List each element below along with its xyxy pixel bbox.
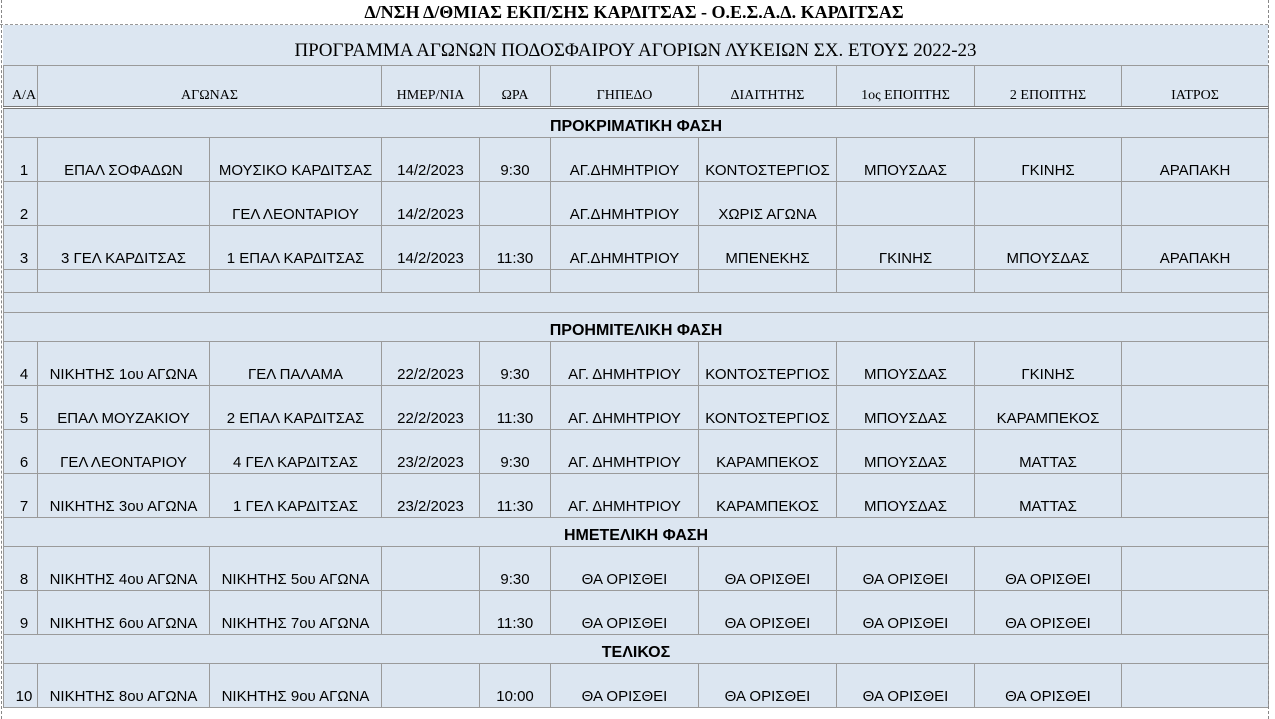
- cell-field[interactable]: ΑΓ. ΔΗΜΗΤΡΙΟΥ: [551, 430, 699, 474]
- cell-time[interactable]: 11:30: [480, 591, 551, 635]
- cell-team2[interactable]: ΜΟΥΣΙΚΟ ΚΑΡΔΙΤΣΑΣ: [210, 138, 382, 182]
- cell-time[interactable]: 9:30: [480, 430, 551, 474]
- cell-referee[interactable]: ΚΑΡΑΜΠΕΚΟΣ: [699, 474, 837, 518]
- cell-time[interactable]: 11:30: [480, 226, 551, 270]
- cell-aa[interactable]: 8: [4, 547, 38, 591]
- cell-field[interactable]: ΑΓ.ΔΗΜΗΤΡΙΟΥ: [551, 138, 699, 182]
- cell-sup1[interactable]: ΘΑ ΟΡΙΣΘΕΙ: [837, 547, 975, 591]
- cell-team1[interactable]: ΓΕΛ ΛΕΟΝΤΑΡΙΟΥ: [38, 430, 210, 474]
- empty-cell[interactable]: [699, 270, 837, 293]
- schedule-table: [3, 65, 1269, 708]
- cell-date[interactable]: 22/2/2023: [382, 386, 480, 430]
- table-row: [4, 182, 1269, 226]
- table-row: [4, 591, 1269, 635]
- page-break-line-right: [1268, 0, 1269, 719]
- cell-aa[interactable]: 1: [4, 138, 38, 182]
- cell-team1[interactable]: ΝΙΚΗΤΗΣ 1ου ΑΓΩΝΑ: [38, 342, 210, 386]
- cell-referee[interactable]: ΘΑ ΟΡΙΣΘΕΙ: [699, 547, 837, 591]
- cell-doctor[interactable]: [1122, 591, 1269, 635]
- cell-doctor[interactable]: ΑΡΑΠΑΚΗ: [1122, 138, 1269, 182]
- cell-doctor[interactable]: [1122, 386, 1269, 430]
- cell-sup1[interactable]: ΜΠΟΥΣΔΑΣ: [837, 386, 975, 430]
- cell-aa[interactable]: 9: [4, 591, 38, 635]
- cell-sup2[interactable]: ΓΚΙΝΗΣ: [975, 342, 1122, 386]
- cell-field[interactable]: ΘΑ ΟΡΙΣΘΕΙ: [551, 664, 699, 708]
- table-row: [4, 547, 1269, 591]
- cell-team1[interactable]: ΕΠΑΛ ΣΟΦΑΔΩΝ: [38, 138, 210, 182]
- cell-sup1[interactable]: ΜΠΟΥΣΔΑΣ: [837, 430, 975, 474]
- cell-doctor[interactable]: [1122, 547, 1269, 591]
- cell-sup1[interactable]: ΘΑ ΟΡΙΣΘΕΙ: [837, 591, 975, 635]
- cell-aa[interactable]: 6: [4, 430, 38, 474]
- cell-team2[interactable]: 2 ΕΠΑΛ ΚΑΡΔΙΤΣΑΣ: [210, 386, 382, 430]
- cell-time[interactable]: [480, 182, 551, 226]
- cell-aa[interactable]: 3: [4, 226, 38, 270]
- empty-cell[interactable]: [4, 270, 38, 293]
- column-header-row: [4, 66, 1269, 108]
- empty-cell[interactable]: [382, 270, 480, 293]
- cell-team2[interactable]: ΝΙΚΗΤΗΣ 9ου ΑΓΩΝΑ: [210, 664, 382, 708]
- cell-sup2[interactable]: ΘΑ ΟΡΙΣΘΕΙ: [975, 664, 1122, 708]
- cell-date[interactable]: [382, 664, 480, 708]
- header-time[interactable]: ΩΡΑ: [480, 66, 551, 108]
- cell-doctor[interactable]: [1122, 342, 1269, 386]
- cell-aa[interactable]: 2: [4, 182, 38, 226]
- cell-date[interactable]: 14/2/2023: [382, 182, 480, 226]
- header-sup2[interactable]: 2 ΕΠΟΠΤΗΣ: [975, 66, 1122, 108]
- cell-time[interactable]: 11:30: [480, 474, 551, 518]
- cell-sup2[interactable]: ΚΑΡΑΜΠΕΚΟΣ: [975, 386, 1122, 430]
- cell-sup2[interactable]: ΘΑ ΟΡΙΣΘΕΙ: [975, 547, 1122, 591]
- cell-team1[interactable]: ΝΙΚΗΤΗΣ 6ου ΑΓΩΝΑ: [38, 591, 210, 635]
- table-row: [4, 342, 1269, 386]
- empty-row: [4, 293, 1269, 313]
- cell-team2[interactable]: ΓΕΛ ΠΑΛΑΜΑ: [210, 342, 382, 386]
- empty-cell[interactable]: [1122, 270, 1269, 293]
- cell-team1[interactable]: ΝΙΚΗΤΗΣ 3ου ΑΓΩΝΑ: [38, 474, 210, 518]
- cell-field[interactable]: ΑΓ.ΔΗΜΗΤΡΙΟΥ: [551, 182, 699, 226]
- cell-time[interactable]: 9:30: [480, 342, 551, 386]
- cell-referee[interactable]: ΘΑ ΟΡΙΣΘΕΙ: [699, 591, 837, 635]
- cell-team2[interactable]: ΓΕΛ ΛΕΟΝΤΑΡΙΟΥ: [210, 182, 382, 226]
- cell-sup2[interactable]: ΜΠΟΥΣΔΑΣ: [975, 226, 1122, 270]
- phase-header-row: [4, 635, 1269, 664]
- header-field[interactable]: ΓΗΠΕΔΟ: [551, 66, 699, 108]
- empty-cell[interactable]: [210, 270, 382, 293]
- cell-time[interactable]: 9:30: [480, 138, 551, 182]
- cell-referee[interactable]: ΘΑ ΟΡΙΣΘΕΙ: [699, 664, 837, 708]
- cell-date[interactable]: 14/2/2023: [382, 138, 480, 182]
- cell-aa[interactable]: 7: [4, 474, 38, 518]
- table-row: [4, 386, 1269, 430]
- cell-team2[interactable]: 1 ΓΕΛ ΚΑΡΔΙΤΣΑΣ: [210, 474, 382, 518]
- table-row: [4, 664, 1269, 708]
- empty-cell[interactable]: [38, 270, 210, 293]
- table-row: [4, 474, 1269, 518]
- cell-team1[interactable]: ΝΙΚΗΤΗΣ 8ου ΑΓΩΝΑ: [38, 664, 210, 708]
- phase-title[interactable]: ΠΡΟΚΡΙΜΑΤΙΚΗ ΦΑΣΗ: [4, 108, 1269, 138]
- phase-title[interactable]: ΤΕΛΙΚΟΣ: [4, 635, 1269, 664]
- cell-field[interactable]: ΑΓ. ΔΗΜΗΤΡΙΟΥ: [551, 342, 699, 386]
- empty-cell[interactable]: [837, 270, 975, 293]
- cell-aa[interactable]: 10: [4, 664, 38, 708]
- header-match[interactable]: ΑΓΩΝΑΣ: [38, 66, 382, 108]
- cell-aa[interactable]: 5: [4, 386, 38, 430]
- cell-date[interactable]: 14/2/2023: [382, 226, 480, 270]
- cell-team2[interactable]: ΝΙΚΗΤΗΣ 7ου ΑΓΩΝΑ: [210, 591, 382, 635]
- cell-team1[interactable]: ΝΙΚΗΤΗΣ 4ου ΑΓΩΝΑ: [38, 547, 210, 591]
- cell-sup2[interactable]: ΜΑΤΤΑΣ: [975, 474, 1122, 518]
- sheet-title[interactable]: Δ/ΝΣΗ Δ/ΘΜΙΑΣ ΕΚΠ/ΣΗΣ ΚΑΡΔΙΤΣΑΣ - Ο.Ε.Σ.Α.Δ. ΚΑΡΔΙΤΣΑΣ: [0, 0, 1268, 25]
- cell-time[interactable]: 10:00: [480, 664, 551, 708]
- cell-field[interactable]: ΘΑ ΟΡΙΣΘΕΙ: [551, 547, 699, 591]
- phase-header-row: [4, 518, 1269, 547]
- cell-aa[interactable]: 4: [4, 342, 38, 386]
- cell-sup2[interactable]: ΓΚΙΝΗΣ: [975, 138, 1122, 182]
- cell-doctor[interactable]: ΑΡΑΠΑΚΗ: [1122, 226, 1269, 270]
- cell-team1[interactable]: ΕΠΑΛ ΜΟΥΖΑΚΙΟΥ: [38, 386, 210, 430]
- cell-date[interactable]: [382, 591, 480, 635]
- cell-team2[interactable]: ΝΙΚΗΤΗΣ 5ου ΑΓΩΝΑ: [210, 547, 382, 591]
- empty-cell[interactable]: [4, 293, 1269, 313]
- cell-field[interactable]: ΘΑ ΟΡΙΣΘΕΙ: [551, 591, 699, 635]
- cell-sup1[interactable]: ΓΚΙΝΗΣ: [837, 226, 975, 270]
- cell-referee[interactable]: ΚΟΝΤΟΣΤΕΡΓΙΟΣ: [699, 138, 837, 182]
- header-sup1[interactable]: 1ος ΕΠΟΠΤΗΣ: [837, 66, 975, 108]
- cell-field[interactable]: ΑΓ. ΔΗΜΗΤΡΙΟΥ: [551, 386, 699, 430]
- cell-sup2[interactable]: ΜΑΤΤΑΣ: [975, 430, 1122, 474]
- page-break-line-left: [1, 0, 2, 719]
- cell-time[interactable]: 9:30: [480, 547, 551, 591]
- cell-date[interactable]: 22/2/2023: [382, 342, 480, 386]
- phase-title[interactable]: ΠΡΟΗΜΙΤΕΛΙΚΗ ΦΑΣΗ: [4, 313, 1269, 342]
- cell-doctor[interactable]: [1122, 474, 1269, 518]
- cell-sup1[interactable]: [837, 182, 975, 226]
- cell-field[interactable]: ΑΓ.ΔΗΜΗΤΡΙΟΥ: [551, 226, 699, 270]
- empty-cell[interactable]: [480, 270, 551, 293]
- cell-sup1[interactable]: ΜΠΟΥΣΔΑΣ: [837, 474, 975, 518]
- cell-referee[interactable]: ΚΟΝΤΟΣΤΕΡΓΙΟΣ: [699, 386, 837, 430]
- cell-referee[interactable]: ΚΟΝΤΟΣΤΕΡΓΙΟΣ: [699, 342, 837, 386]
- cell-referee[interactable]: ΜΠΕΝΕΚΗΣ: [699, 226, 837, 270]
- sheet-subtitle[interactable]: ΠΡΟΓΡΑΜΜΑ ΑΓΩΝΩΝ ΠΟΔΟΣΦΑΙΡΟΥ ΑΓΟΡΙΩΝ ΛΥΚΕΙΩΝ ΣΧ. ΕΤΟΥΣ 2022-23: [3, 25, 1268, 65]
- header-aa[interactable]: Α/Α: [4, 66, 38, 108]
- header-referee[interactable]: ΔΙΑΙΤΗΤΗΣ: [699, 66, 837, 108]
- cell-referee[interactable]: ΚΑΡΑΜΠΕΚΟΣ: [699, 430, 837, 474]
- table-row: [4, 430, 1269, 474]
- cell-sup1[interactable]: ΘΑ ΟΡΙΣΘΕΙ: [837, 664, 975, 708]
- empty-cell[interactable]: [551, 270, 699, 293]
- cell-doctor[interactable]: [1122, 182, 1269, 226]
- cell-sup2[interactable]: [975, 182, 1122, 226]
- empty-row: [4, 270, 1269, 293]
- phase-header-row: [4, 108, 1269, 138]
- cell-sup1[interactable]: ΜΠΟΥΣΔΑΣ: [837, 342, 975, 386]
- header-doctor[interactable]: ΙΑΤΡΟΣ: [1122, 66, 1269, 108]
- cell-sup1[interactable]: ΜΠΟΥΣΔΑΣ: [837, 138, 975, 182]
- table-row: [4, 226, 1269, 270]
- cell-referee[interactable]: ΧΩΡΙΣ ΑΓΩΝΑ: [699, 182, 837, 226]
- cell-time[interactable]: 11:30: [480, 386, 551, 430]
- phase-title[interactable]: ΗΜΕΤΕΛΙΚΗ ΦΑΣΗ: [4, 518, 1269, 547]
- cell-sup2[interactable]: ΘΑ ΟΡΙΣΘΕΙ: [975, 591, 1122, 635]
- cell-team1[interactable]: [38, 182, 210, 226]
- cell-date[interactable]: 23/2/2023: [382, 474, 480, 518]
- empty-cell[interactable]: [975, 270, 1122, 293]
- cell-team1[interactable]: 3 ΓΕΛ ΚΑΡΔΙΤΣΑΣ: [38, 226, 210, 270]
- cell-doctor[interactable]: [1122, 664, 1269, 708]
- phase-header-row: [4, 313, 1269, 342]
- table-row: [4, 138, 1269, 182]
- cell-date[interactable]: 23/2/2023: [382, 430, 480, 474]
- cell-team2[interactable]: 4 ΓΕΛ ΚΑΡΔΙΤΣΑΣ: [210, 430, 382, 474]
- cell-doctor[interactable]: [1122, 430, 1269, 474]
- cell-field[interactable]: ΑΓ. ΔΗΜΗΤΡΙΟΥ: [551, 474, 699, 518]
- cell-team2[interactable]: 1 ΕΠΑΛ ΚΑΡΔΙΤΣΑΣ: [210, 226, 382, 270]
- header-date[interactable]: ΗΜΕΡ/ΝΙΑ: [382, 66, 480, 108]
- cell-date[interactable]: [382, 547, 480, 591]
